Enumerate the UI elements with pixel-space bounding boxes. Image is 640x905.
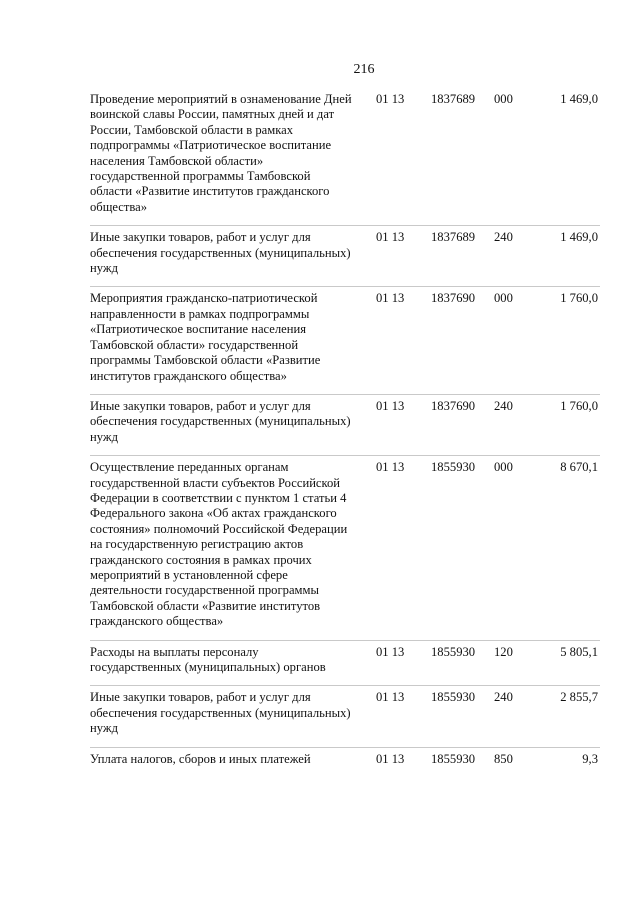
expense-type-code: 000 xyxy=(494,460,513,475)
target-article-code: 1855930 xyxy=(431,751,476,766)
target-article-code: 1837690 xyxy=(431,291,476,306)
table-row xyxy=(90,460,600,640)
expense-type-code: 120 xyxy=(494,644,513,659)
expense-name: Иные закупки товаров, работ и услуг для обеспечения государственных (муниципальных) нужд xyxy=(90,690,351,736)
table-row xyxy=(90,399,600,456)
table-row xyxy=(90,690,600,747)
page-number: 216 xyxy=(353,62,375,77)
amount: 8 670,1 xyxy=(560,460,598,475)
expense-type-code: 240 xyxy=(494,690,513,705)
target-article-code: 1837689 xyxy=(431,92,476,106)
section-code: 01 13 xyxy=(376,291,405,306)
table-row xyxy=(90,645,600,687)
target-article-code: 1837690 xyxy=(431,398,476,413)
expense-name: Уплата налогов, сборов и иных платежей xyxy=(90,751,311,766)
expense-name: Иные закупки товаров, работ и услуг для обеспечения государственных (муниципальных) нужд xyxy=(90,230,351,276)
table-row xyxy=(90,230,600,287)
section-code: 01 13 xyxy=(376,398,405,413)
budget-table xyxy=(90,92,600,781)
expense-name: Расходы на выплаты персоналу государственных (муниципальных) органов xyxy=(90,644,326,674)
target-article-code: 1855930 xyxy=(431,690,476,705)
section-code: 01 13 xyxy=(376,751,405,766)
amount: 1 469,0 xyxy=(560,230,598,245)
section-code: 01 13 xyxy=(376,644,405,659)
section-code: 01 13 xyxy=(376,92,405,106)
amount: 1 760,0 xyxy=(560,291,598,306)
amount: 1 760,0 xyxy=(560,398,598,413)
expense-type-code: 240 xyxy=(494,398,513,413)
expense-type-code: 000 xyxy=(494,291,513,306)
target-article-code: 1855930 xyxy=(431,644,476,659)
table-row xyxy=(90,291,600,394)
target-article-code: 1855930 xyxy=(431,460,476,475)
section-code: 01 13 xyxy=(376,230,405,245)
table-row xyxy=(90,752,600,777)
section-code: 01 13 xyxy=(376,690,405,705)
expense-name: Проведение мероприятий в ознаменование Дней воинской славы России, памятных дней и дат России, Тамбовской области в рамках подпрограммы «Патриотическое воспитание населения Тамбовской области» государственной программы Тамбовской области «Развитие институтов гражданского общества» xyxy=(90,92,352,214)
expense-type-code: 850 xyxy=(494,751,513,766)
expense-type-code: 240 xyxy=(494,230,513,245)
amount: 5 805,1 xyxy=(560,644,598,659)
expense-name: Иные закупки товаров, работ и услуг для обеспечения государственных (муниципальных) нужд xyxy=(90,398,351,444)
target-article-code: 1837689 xyxy=(431,230,476,245)
expense-name: Мероприятия гражданско-патриотической направленности в рамках подпрограммы «Патриотическое воспитание населения Тамбовской области» государственной программы Тамбовской области «Развитие институтов гражданского общества» xyxy=(90,291,321,383)
amount: 9,3 xyxy=(582,751,598,766)
amount: 2 855,7 xyxy=(560,690,598,705)
section-code: 01 13 xyxy=(376,460,405,475)
table-row xyxy=(90,92,600,226)
expense-name: Осуществление переданных органам государственной власти субъектов Российской Федерации в соответствии с пунктом 1 статьи 4 Федерального закона «Об актах гражданского состояния» полномочий Российской Федерации на государственную регистрацию актов гражданского состояния в рамках прочих мероприятий в установленной сфере деятельности государственной программы Тамбовской области «Развитие институтов гражданского общества» xyxy=(90,460,348,629)
expense-type-code: 000 xyxy=(494,92,513,106)
amount: 1 469,0 xyxy=(560,92,598,106)
